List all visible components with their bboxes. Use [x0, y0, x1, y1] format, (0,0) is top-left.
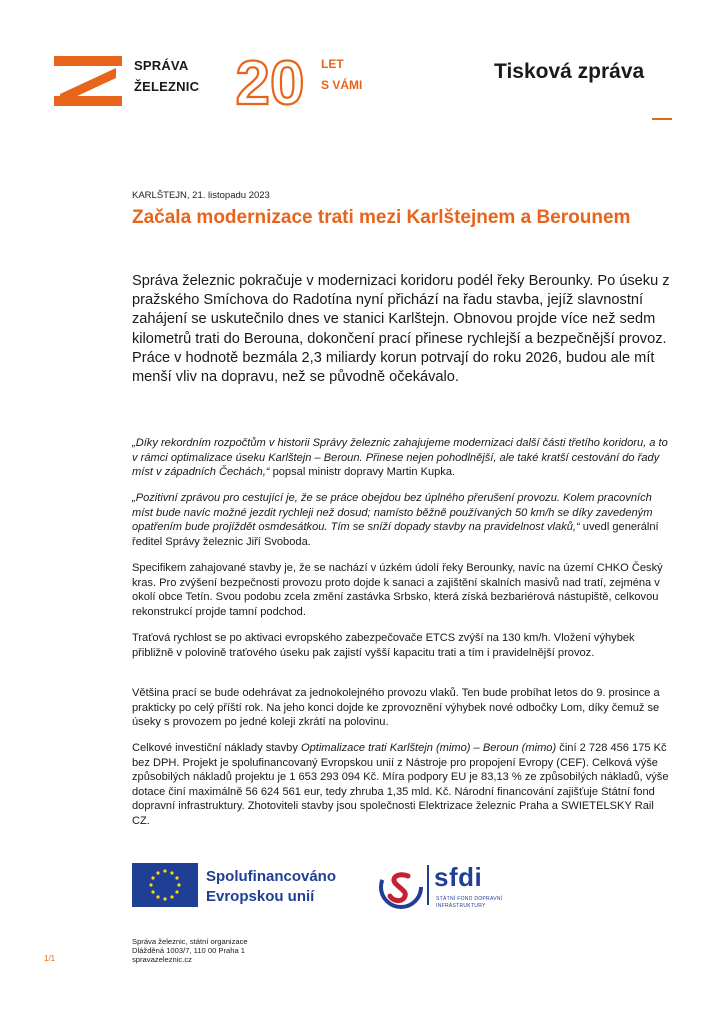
anniversary-number: 20 [235, 52, 305, 110]
sfdi-logo-icon [378, 864, 424, 910]
sfdi-wordmark: sfdi [434, 862, 483, 892]
costs-start: Celkové investiční náklady stavby [132, 742, 301, 754]
org-name: Správa železnic, státní organizace [132, 937, 248, 946]
sfdi-subtitle-line2: INFRASTRUKTURY [436, 903, 486, 909]
paragraph-speed: Traťová rychlost se po aktivaci evropského zabezpečovače ETCS zvýší na 130 km/h. Vložení výhybek přibližně v polovině traťového úseku pak zajistí vyšší kapacitu trati a tím i pravidelnější provoz. [132, 632, 635, 659]
costs-rest: činí 2 728 456 175 Kč bez DPH. Projekt je spolufinancovaný Evropskou unií z Nástroje pro propojení Evropy (CEF). Celková výše způsobilých nákladů projektu je 1 653 293 094 Kč. Míra podpory EU je 83,13 % ze způsobilých nákladů, výše dotace činí maximálně 56 624 561 eur, tedy zhruba 1,35 mld. Kč. Národní financování zajišťuje Státní fond dopravní infrastruktury. Zhotoviteli stavby jsou společnosti Elektrizace železnic Praha a SWIETELSKY Rail CZ. [132, 742, 669, 827]
org-website: spravazeleznic.cz [132, 955, 192, 964]
dateline: KARLŠTEJN, 21. listopadu 2023 [132, 190, 270, 201]
minister-quote: „Díky rekordním rozpočtům v historii Správy železnic zahajujeme modernizaci další části třetího koridoru, a to v rámci optimalizace úseku Karlštejn – Beroun. Přinese nejen pohodlnější, ale také kratší cestování do řady míst v západních Čechách,“ [132, 437, 668, 479]
paragraph-specifics: Specifikem zahajované stavby je, že se nachází v úzkém údolí řeky Berounky, navíc na území CHKO Český kras. Pro zvýšení bezpečnosti provozu proto dojde k sanaci a zajištění skalních masivů nad tratí, zejména v okolí obce Tetín. Svou podobu zcela změní zastávka Srbsko, která získá bezbariérová nástupiště, celkovou rekonstrukcí projde tamní podchod. [132, 562, 663, 618]
brand-name-line1: SPRÁVA [134, 58, 189, 73]
eu-cofinanced-line2: Evropskou unií [206, 888, 315, 905]
brand-name-line2: ŽELEZNIC [134, 79, 200, 94]
eu-flag-icon [132, 863, 198, 907]
lead-paragraph: Správa železnic pokračuje v modernizaci koridoru podél řeky Berounky. Po úseku z pražského Smíchova do Radotína nyní přichází na řadu stavba, jejíž slavnostní zahájení se uskutečnilo dnes ve stanici Karlštejn. Obnovou projde více než sedm kilometrů trati do Berouna, dokončení prací přinese rychlejší a bezpečnější provoz. Práce v hodnotě bezmála 2,3 miliardy korun potrvají do roku 2026, budou ale mít menší vliv na dopravu, než se původně očekávalo. [132, 273, 670, 386]
project-name: Optimalizace trati Karlštejn (mimo) – Beroun (mimo) [300, 742, 557, 754]
paragraph-single-track: Většina prací se bude odehrávat za jednokolejného provozu vlaků. Ten bude probíhat letos do 9. prosince a prakticky po celý příští rok. Na jeho konci dojde ke zprovoznění výhybek nové odbočky Lom, díky čemuž se úseky s provozem po jedné koleji zkrátí na polovinu. [132, 687, 660, 729]
paragraph-costs [132, 741, 672, 829]
quote-paragraph-director [132, 491, 672, 549]
article-title: Začala modernizace trati mezi Karlštejnem a Berounem [132, 207, 631, 228]
anniversary-20-logo [230, 52, 310, 110]
accent-dash [652, 118, 672, 120]
sfdi-subtitle-line1: STÁTNÍ FOND DOPRAVNÍ [436, 896, 503, 902]
sfdi-divider [427, 865, 429, 905]
page-number: 1/1 [44, 954, 56, 963]
org-address: Dlážděná 1003/7, 110 00 Praha 1 [132, 946, 246, 955]
doc-type-heading: Tisková zpráva [494, 60, 645, 83]
anniversary-line1: LET [321, 57, 344, 71]
szdc-logo-icon [54, 56, 122, 106]
minister-attribution: popsal ministr dopravy Martin Kupka. [269, 466, 456, 479]
quote-paragraph-minister [132, 436, 672, 480]
director-quote: „Pozitivní zprávou pro cestující je, že se práce obejdou bez úplného přerušení provozu. Kolem pracovních míst bude navíc možné jezdit rychleji než dosud; namísto běžně používaných 50 km/h se díky zavedeným opatřením bude projíždět osmdesátkou. Tím se sníží dopady stavby na pravidelnost vlaků,“ [132, 492, 653, 534]
eu-cofinanced-line1: Spolufinancováno [206, 868, 337, 885]
director-attribution: uvedl generální ředitel Správy železnic Jiří Svoboda. [132, 521, 659, 548]
anniversary-line2: S VÁMI [321, 78, 363, 92]
